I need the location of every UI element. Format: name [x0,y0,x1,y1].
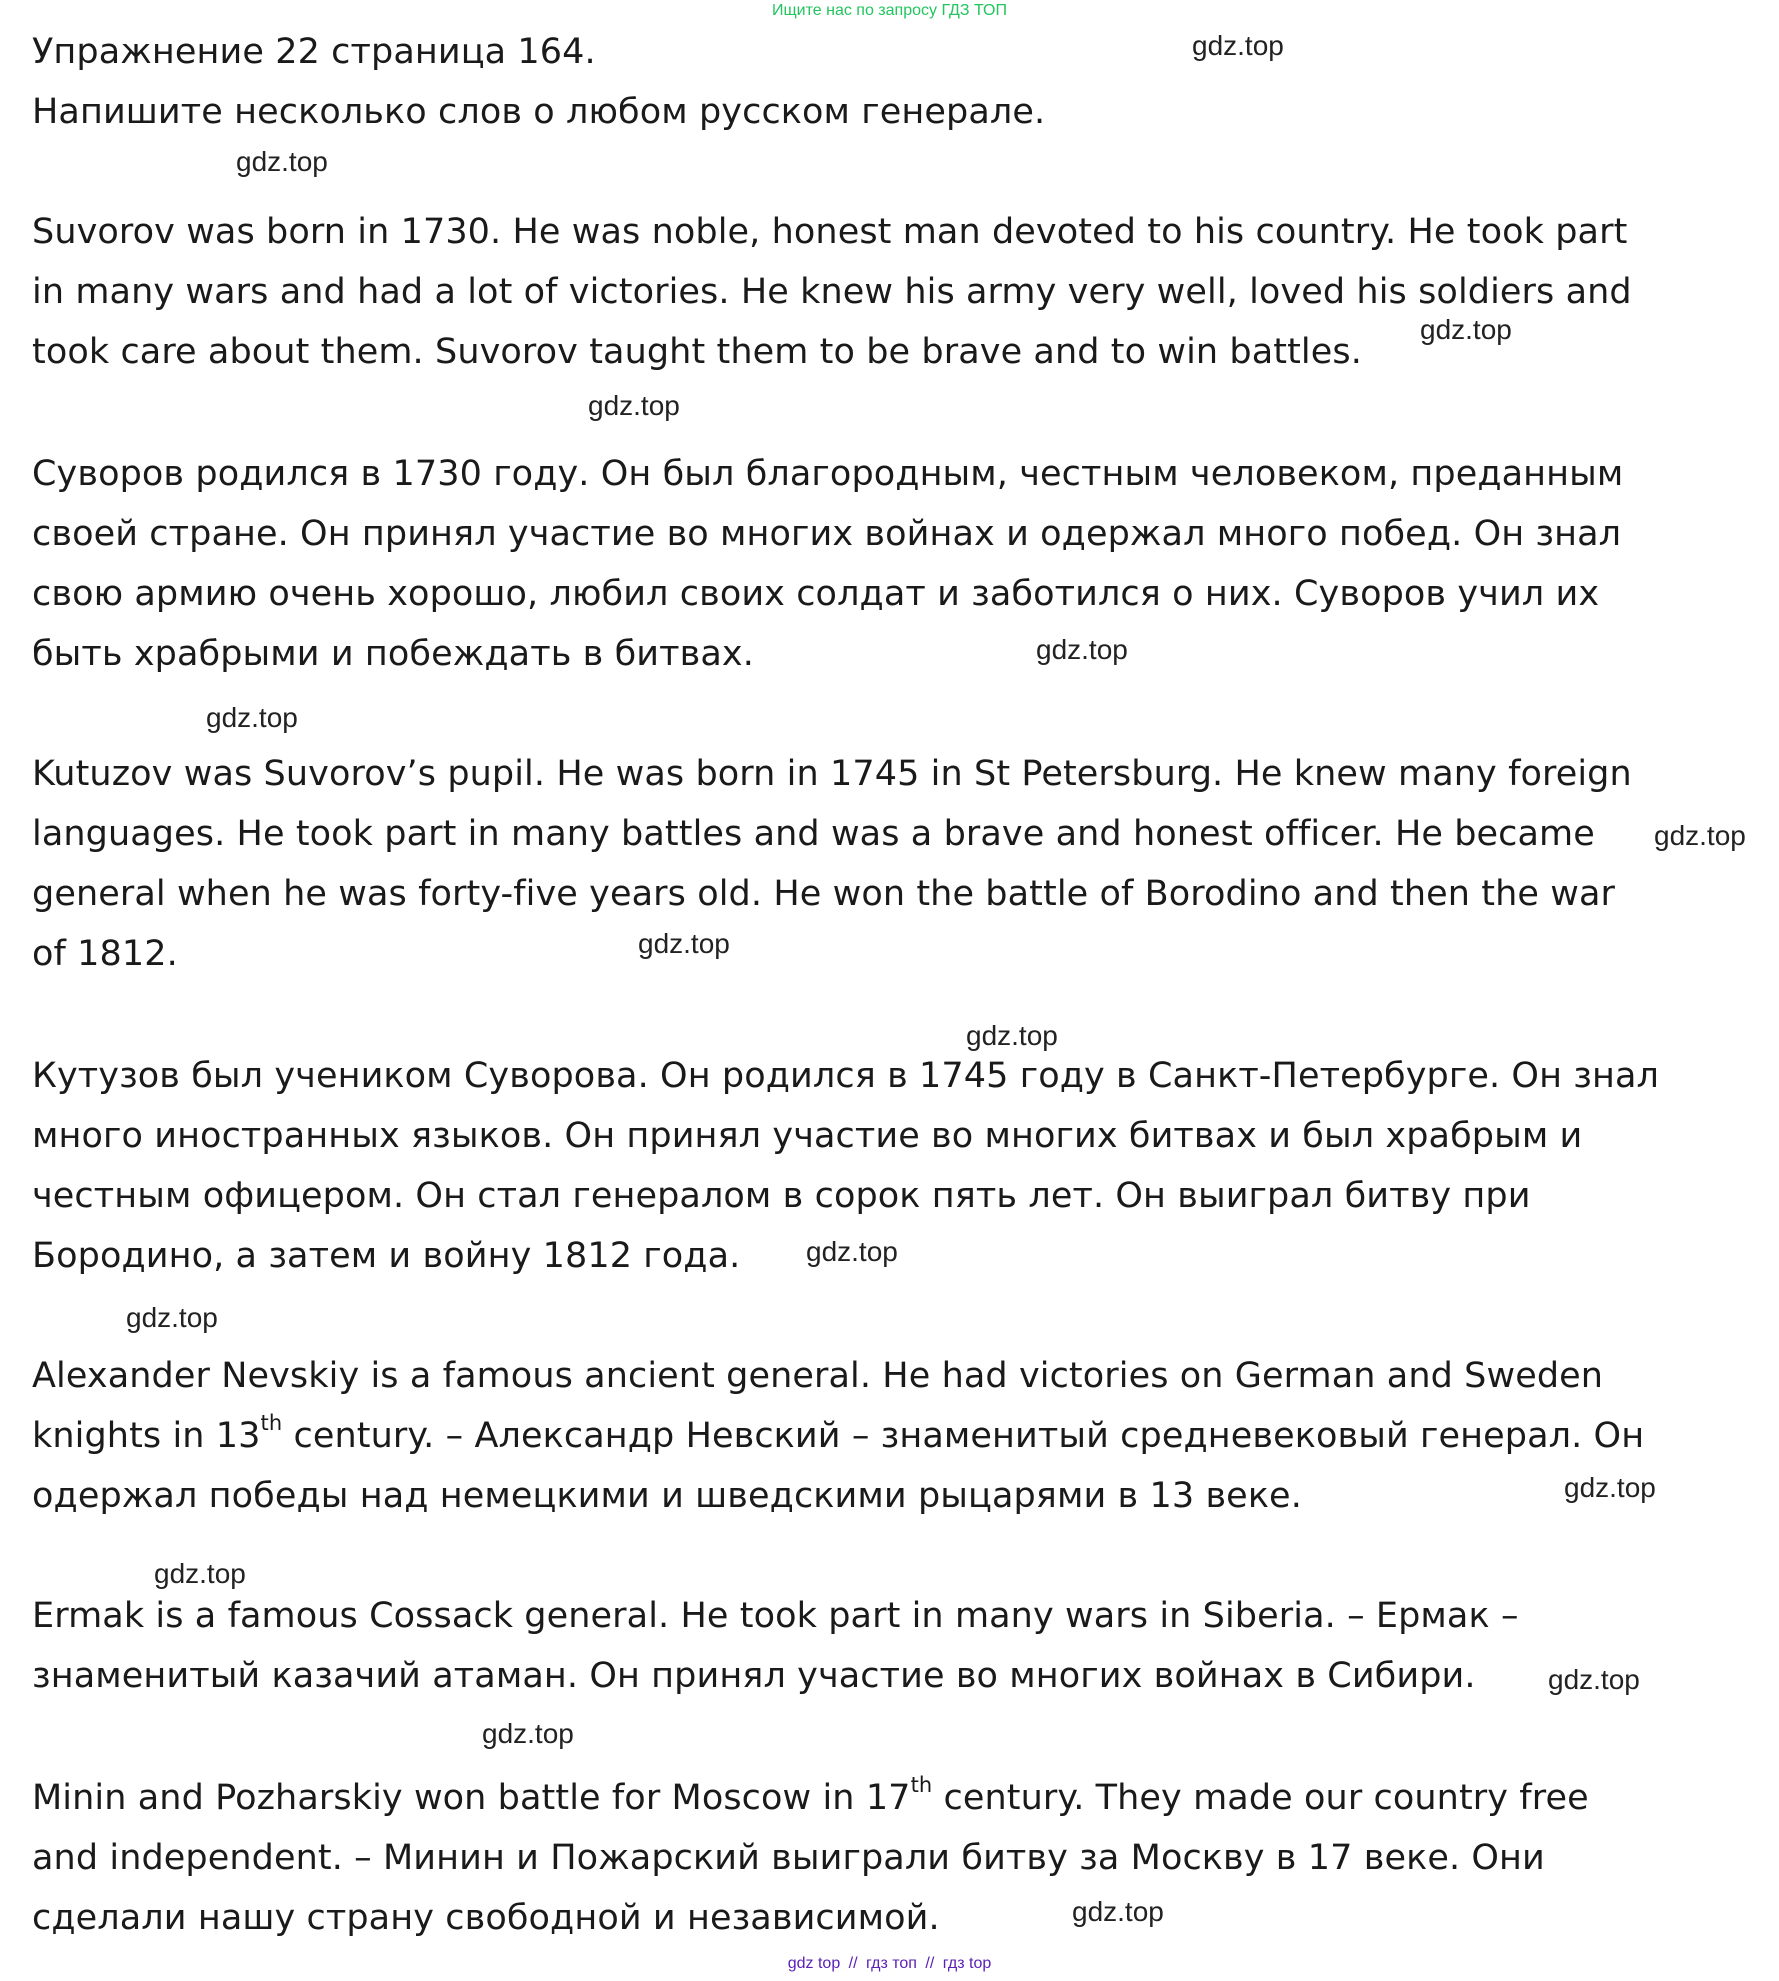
ordinal-suffix: th [260,1411,283,1436]
text-fragment: century. They made our country free [932,1778,1589,1818]
watermark: gdz.top [1072,1896,1164,1927]
watermark: gdz.top [638,928,730,959]
text-line: свою армию очень хорошо, любил своих солдат и заботился о них. Суворов учил их [32,574,1600,614]
footer-links [0,1955,1779,1973]
text-line: languages. He took part in many battles and was a brave and honest officer. He became [32,814,1595,854]
watermark: gdz.top [206,702,298,733]
top-banner: Ищите нас по запросу ГДЗ ТОП [772,2,1007,19]
watermark: gdz.top [154,1558,246,1589]
text-line: знаменитый казачий атаман. Он принял участие во многих войнах в Сибири. [32,1656,1476,1696]
text-line: took care about them. Suvorov taught them to be brave and to win battles. [32,332,1362,372]
watermark: gdz.top [236,146,328,177]
watermark: gdz.top [482,1718,574,1749]
watermark: gdz.top [1654,820,1746,851]
text-line [32,1411,1645,1456]
text-line: in many wars and had a lot of victories. He knew his army very well, loved his soldiers and [32,272,1632,312]
text-fragment: century. – Александр Невский – знаменитый средневековый генерал. Он [282,1416,1645,1456]
text-line: Бородино, а затем и войну 1812 года. [32,1236,741,1276]
watermark: gdz.top [966,1020,1058,1051]
text-line: своей стране. Он принял участие во многих войнах и одержал много побед. Он знал [32,514,1622,554]
text-line: and independent. – Минин и Пожарский выиграли битву за Москву в 17 веке. Они [32,1838,1545,1878]
text-line: of 1812. [32,934,178,974]
text-line: честным офицером. Он стал генералом в сорок пять лет. Он выиграл битву при [32,1176,1531,1216]
watermark: gdz.top [126,1302,218,1333]
text-line: Кутузов был учеником Суворова. Он родился в 1745 году в Санкт-Петербурге. Он знал [32,1056,1659,1096]
text-line: сделали нашу страну свободной и независимой. [32,1898,940,1938]
footer-link[interactable]: гдз топ [866,1955,917,1972]
text-line [32,1773,1589,1818]
watermark: gdz.top [1548,1664,1640,1695]
text-line: general when he was forty-five years old. He won the battle of Borodino and then the war [32,874,1616,914]
exercise-task: Напишите несколько слов о любом русском генерале. [32,92,1046,132]
exercise-title: Упражнение 22 страница 164. [32,32,596,72]
watermark: gdz.top [806,1236,898,1267]
text-line: Alexander Nevskiy is a famous ancient general. He had victories on German and Sweden [32,1356,1604,1396]
footer-separator: // [925,1955,935,1972]
text-line: Suvorov was born in 1730. He was noble, honest man devoted to his country. He took part [32,212,1628,252]
text-line: много иностранных языков. Он принял участие во многих битвах и был храбрым и [32,1116,1583,1156]
watermark: gdz.top [1420,314,1512,345]
watermark: gdz.top [1036,634,1128,665]
text-line: одержал победы над немецкими и шведскими рыцарями в 13 веке. [32,1476,1302,1516]
footer-separator: // [848,1955,858,1972]
watermark: gdz.top [1564,1472,1656,1503]
text-fragment: Minin and Pozharskiy won battle for Moscow in 17 [32,1778,911,1818]
text-fragment: knights in 13 [32,1416,261,1456]
text-line: Kutuzov was Suvorov’s pupil. He was born in 1745 in St Petersburg. He knew many foreign [32,754,1632,794]
footer-link[interactable]: гдз top [942,1955,992,1972]
watermark: gdz.top [588,390,680,421]
text-line: Ermak is a famous Cossack general. He took part in many wars in Siberia. – Ермак – [32,1596,1519,1636]
text-line: Суворов родился в 1730 году. Он был благородным, честным человеком, преданным [32,454,1624,494]
footer-link[interactable]: gdz top [787,1955,841,1972]
ordinal-suffix: th [910,1773,933,1798]
text-line: быть храбрыми и побеждать в битвах. [32,634,754,674]
watermark: gdz.top [1192,30,1284,61]
